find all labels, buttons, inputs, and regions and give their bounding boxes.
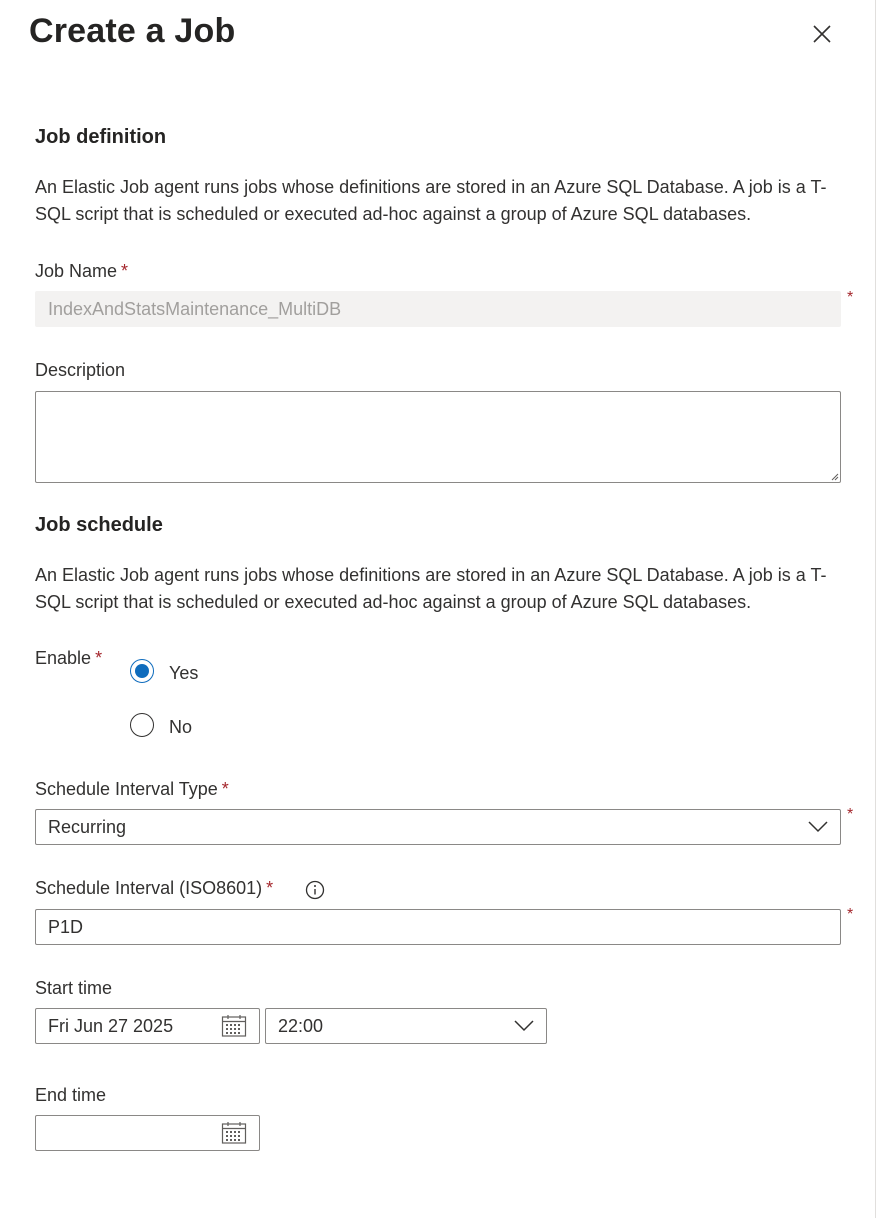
start-time-value: 22:00 xyxy=(278,1015,324,1036)
end-time-label: End time xyxy=(35,1085,107,1105)
enable-radio-no[interactable] xyxy=(130,711,192,738)
required-marker: * xyxy=(847,806,854,823)
job-definition-heading: Job definition xyxy=(35,126,167,148)
required-marker: * xyxy=(847,289,854,306)
page-title: Create a Job xyxy=(29,12,236,50)
interval-type-value: Recurring xyxy=(48,816,127,837)
job-definition-description: An Elastic Job agent runs jobs whose definitions are stored in an Azure SQL Database. A job is a T-SQL script that is scheduled or executed ad-hoc against a group of Azure SQL databases. xyxy=(35,177,827,224)
calendar-icon[interactable] xyxy=(221,1121,247,1145)
calendar-icon[interactable] xyxy=(221,1014,247,1038)
enable-label: Enable * xyxy=(35,648,103,668)
end-date-picker[interactable] xyxy=(35,1115,260,1151)
start-time-dropdown[interactable] xyxy=(265,1008,547,1044)
interval-label: Schedule Interval (ISO8601) * xyxy=(35,878,274,898)
chevron-down-icon xyxy=(514,1020,534,1032)
radio-checked-icon[interactable] xyxy=(130,659,154,683)
description-label: Description xyxy=(35,360,126,380)
enable-no-label: No xyxy=(169,717,193,737)
job-name-label: Job Name * xyxy=(35,261,129,281)
close-icon xyxy=(812,24,832,44)
radio-unchecked-icon[interactable] xyxy=(130,713,154,737)
info-icon[interactable] xyxy=(305,880,325,900)
description-textarea[interactable] xyxy=(35,391,841,483)
chevron-down-icon xyxy=(808,821,828,833)
interval-type-label: Schedule Interval Type * xyxy=(35,779,229,799)
enable-radio-yes[interactable] xyxy=(130,657,198,684)
required-marker: * xyxy=(847,906,854,923)
start-date-picker[interactable] xyxy=(35,1008,260,1044)
close-button[interactable] xyxy=(806,18,838,50)
start-date-value: Fri Jun 27 2025 xyxy=(48,1015,174,1036)
resize-handle-icon[interactable] xyxy=(829,471,839,481)
interval-type-dropdown[interactable] xyxy=(35,809,841,845)
job-name-input: IndexAndStatsMaintenance_MultiDB xyxy=(35,291,841,327)
interval-input[interactable]: P1D xyxy=(35,909,841,945)
job-schedule-description: An Elastic Job agent runs jobs whose definitions are stored in an Azure SQL Database. A job is a T-SQL script that is scheduled or executed ad-hoc against a group of Azure SQL databases. xyxy=(35,565,827,612)
enable-yes-label: Yes xyxy=(169,663,199,683)
job-schedule-heading: Job schedule xyxy=(35,514,163,536)
start-time-label: Start time xyxy=(35,978,113,998)
